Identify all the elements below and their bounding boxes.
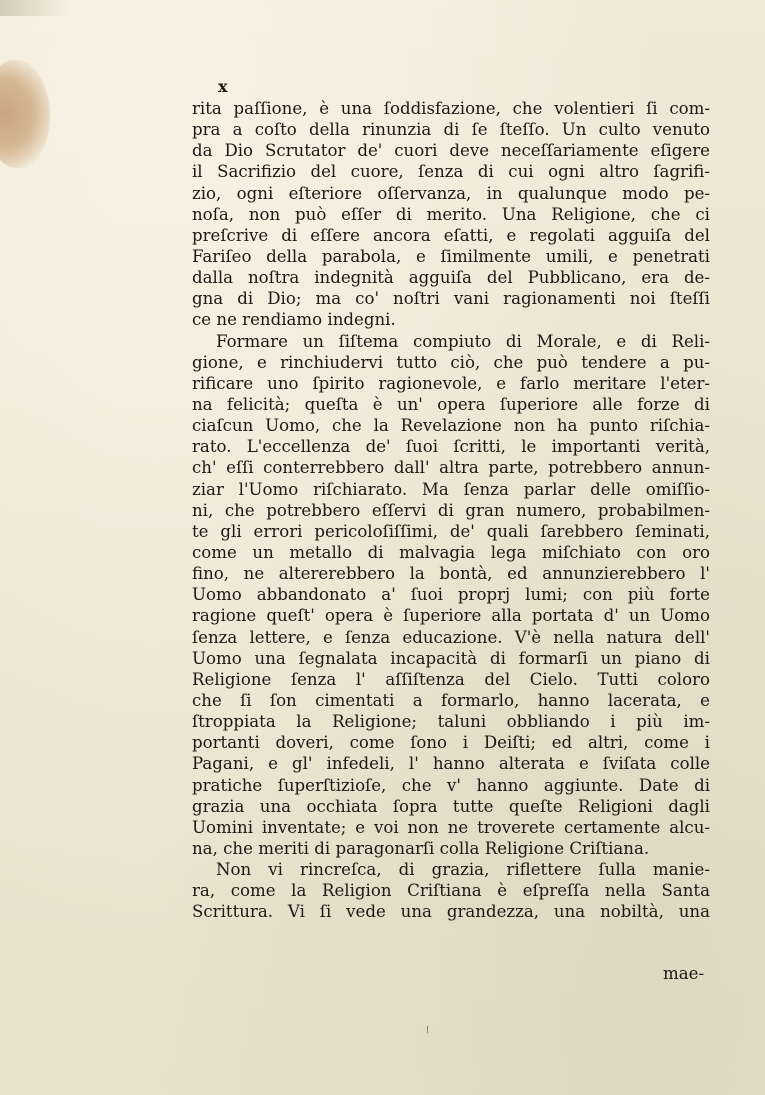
text-line: da Dio Scrutator de' cuori deve neceſſariamente eſigere — [192, 141, 710, 161]
text-line: portanti doveri, come ſono i Deiſti; ed altri, come i — [192, 733, 710, 753]
body-text — [192, 98, 710, 922]
paragraph-end-line: ce ne rendiamo indegni. — [192, 310, 396, 330]
paper-mark — [427, 1026, 428, 1033]
page-edge-shadow — [0, 0, 70, 16]
text-line: na felicità; queſta è un' opera ſuperiore alle forze di — [192, 394, 710, 414]
text-line: ra, come la Religion Criſtiana è eſpreſſa nella Santa — [192, 881, 710, 901]
text-line: Pagani, e gl' infedeli, l' hanno alterata e ſviſata colle — [192, 754, 710, 774]
text-line: Fariſeo della parabola, e ſimilmente umili, e penetrati — [192, 246, 710, 266]
text-line: te gli errori pericoloſiſſimi, de' quali ſarebbero ſeminati, — [192, 521, 710, 541]
text-line: dalla noſtra indegnità agguiſa del Pubblicano, era de- — [192, 268, 710, 288]
text-line: Uomini inventate; e voi non ne troverete certamente alcu- — [192, 817, 710, 837]
text-line: Scrittura. Vi ſi vede una grandezza, una nobiltà, una — [192, 902, 710, 922]
text-line: preſcrive di eſſere ancora eſatti, e regolati agguiſa del — [192, 225, 710, 245]
text-line: gna di Dio; ma co' noſtri vani ragionamenti noi ſteſſi — [192, 289, 710, 309]
text-line: noſa, non può eſſer di merito. Una Religione, che ci — [192, 204, 710, 224]
text-line: Uomo abbandonato a' ſuoi proprj lumi; con più forte — [192, 585, 710, 605]
text-line: ni, che potrebbero eſſervi di gran numero, probabilmen- — [192, 500, 710, 520]
text-line: ragione queſt' opera è ſuperiore alla portata d' un Uomo — [192, 606, 710, 626]
catchword: mae- — [663, 964, 705, 983]
text-line: gione, e rinchiudervi tutto ciò, che può tendere a pu- — [192, 352, 710, 372]
text-line: Religione ſenza l' aſſiſtenza del Cielo. Tutti coloro — [192, 669, 710, 689]
text-line: zio, ogni eſteriore oſſervanza, in qualunque modo pe- — [192, 183, 710, 203]
text-line: Uomo una ſegnalata incapacità di formarſi un piano di — [192, 648, 710, 668]
paragraph-end-line: na, che meriti di paragonarſi colla Religione Criſtiana. — [192, 838, 650, 858]
foxing-stain — [0, 60, 50, 168]
text-line: ſtroppiata la Religione; taluni obbliando i più im- — [192, 712, 710, 732]
text-line: rita paſſione, è una ſoddisfazione, che volentieri ſi com- — [192, 99, 710, 118]
text-line: rificare uno ſpirito ragionevole, e farlo meritare l'eter- — [192, 373, 710, 393]
text-line: pratiche ſuperſtizioſe, che v' hanno aggiunte. Date di — [192, 775, 710, 795]
text-line: rato. L'eccellenza de' ſuoi ſcritti, le importanti verità, — [192, 437, 710, 457]
page-number: x — [218, 77, 229, 96]
paragraph-start-line: Formare un ſiſtema compiuto di Morale, e di Reli- — [216, 331, 710, 351]
text-line: che ſi ſon cimentati a formarlo, hanno lacerata, e — [192, 690, 710, 710]
text-line: ciaſcun Uomo, che la Revelazione non ha punto riſchia- — [192, 416, 710, 436]
text-line: grazia una occhiata ſopra tutte queſte Religioni dagli — [192, 796, 710, 816]
text-line: ſenza lettere, e ſenza educazione. V'è nella natura dell' — [192, 627, 710, 647]
text-line: ziar l'Uomo riſchiarato. Ma ſenza parlar delle omiſſio- — [192, 479, 710, 499]
text-line: come un metallo di malvagia lega miſchiato con oro — [192, 542, 710, 562]
paragraph-start-line: Non vi rincreſca, di grazia, riflettere ſulla manie- — [216, 860, 710, 880]
text-line: fino, ne altererebbero la bontà, ed annunzierebbero l' — [192, 564, 710, 584]
text-line: pra a coſto della rinunzia di ſe ſteſſo. Un culto venuto — [192, 120, 710, 140]
text-line: ch' eſſi conterrebbero dall' altra parte, potrebbero annun- — [192, 458, 710, 478]
text-line: il Sacrifizio del cuore, ſenza di cui ogni altro ſagrifi- — [192, 162, 710, 182]
